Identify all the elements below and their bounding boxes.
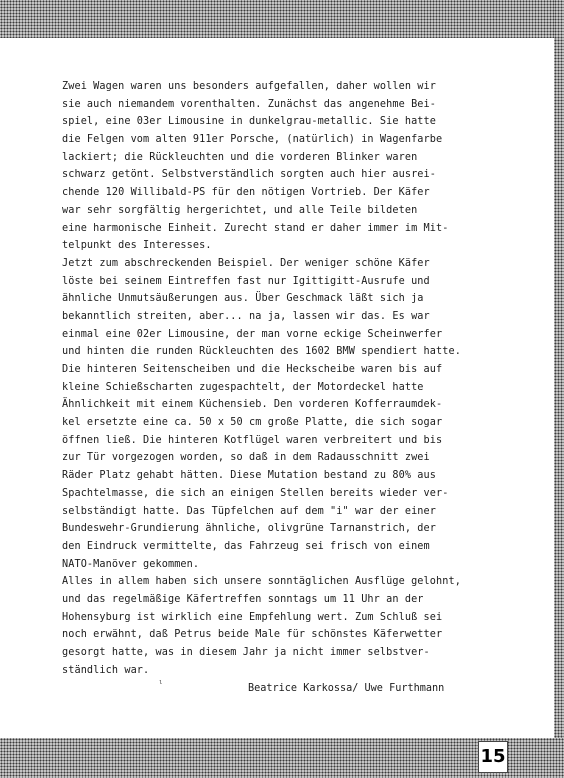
text-line: schwarz getönt. Selbstverständlich sorgten auch hier ausrei-: [62, 169, 437, 181]
author-signature: Beatrice Karkossa/ Uwe Furthmann: [248, 683, 445, 694]
text-line: Jetzt zum abschreckenden Beispiel. Der weniger schöne Käfer: [62, 257, 430, 269]
text-line: noch erwähnt, daß Petrus beide Male für schönstes Käferwetter: [62, 629, 443, 641]
text-line: zur Tür vorgezogen worden, so daß in dem Radausschnitt zwei: [62, 452, 430, 464]
text-line: bekanntlich streiten, aber... na ja, lassen wir das. Es war: [62, 310, 430, 322]
text-line: Ähnlichkeit mit einem Küchensieb. Den vorderen Kofferraumdek-: [62, 399, 443, 411]
text-line: spiel, eine 03er Limousine in dunkelgrau-metallic. Sie hatte: [62, 116, 437, 128]
text-line: den Eindruck vermittelte, das Fahrzeug sei frisch von einem: [62, 540, 430, 552]
text-line: lackiert; die Rückleuchten und die vorderen Blinker waren: [62, 151, 418, 163]
text-line: Alles in allem haben sich unsere sonntäglichen Ausflüge gelohnt,: [62, 576, 461, 588]
text-line: Räder Platz gehabt hätten. Diese Mutation bestand zu 80% aus: [62, 470, 437, 482]
text-line: kleine Schießscharten zugespachtelt, der Motordeckel hatte: [62, 381, 424, 393]
article-body: [62, 78, 502, 679]
top-halftone-border: [0, 0, 564, 38]
text-line: ähnliche Unmutsäußerungen aus. Über Geschmack läßt sich ja: [62, 293, 424, 305]
stray-ink-mark: ˡ: [158, 680, 164, 690]
text-line: eine harmonische Einheit. Zurecht stand er daher immer im Mit-: [62, 222, 449, 234]
text-line: Bundeswehr-Grundierung ähnliche, olivgrüne Tarnanstrich, der: [62, 523, 437, 535]
text-line: sie auch niemandem vorenthalten. Zunächst das angenehme Bei-: [62, 98, 437, 110]
text-line: Spachtelmasse, die sich an einigen Stellen bereits wieder ver-: [62, 487, 449, 499]
text-line: und das regelmäßige Käfertreffen sonntags um 11 Uhr an der: [62, 593, 424, 605]
right-halftone-border: [554, 0, 564, 778]
text-line: die Felgen vom alten 911er Porsche, (natürlich) in Wagenfarbe: [62, 134, 443, 146]
text-line: Zwei Wagen waren uns besonders aufgefallen, daher wollen wir: [62, 81, 437, 92]
text-line: war sehr sorgfältig hergerichtet, und alle Teile bildeten: [62, 204, 418, 216]
text-line: Die hinteren Seitenscheiben und die Heckscheibe waren bis auf: [62, 364, 443, 375]
text-line: chende 120 Willibald-PS für den nötigen Vortrieb. Der Käfer: [62, 187, 430, 199]
text-line: einmal eine 02er Limousine, der man vorne eckige Scheinwerfer: [62, 328, 443, 340]
text-line: selbständigt hatte. Das Tüpfelchen auf dem "i" war der einer: [62, 505, 437, 517]
text-line: öffnen ließ. Die hinteren Kotflügel waren verbreitert und bis: [62, 434, 443, 446]
page-number: 15: [478, 741, 508, 773]
text-line: ständlich war.: [62, 664, 150, 676]
text-line: kel ersetzte eine ca. 50 x 50 cm große Platte, die sich sogar: [62, 417, 443, 429]
text-line: und hinten die runden Rückleuchten des 1602 BMW spendiert hatte.: [62, 346, 461, 358]
text-line: NATO-Manöver gekommen.: [62, 558, 200, 570]
text-line: löste bei seinem Eintreffen fast nur Igittigitt-Ausrufe und: [62, 275, 430, 287]
text-line: gesorgt hatte, was in diesem Jahr ja nicht immer selbstver-: [62, 647, 430, 658]
text-line: Hohensyburg ist wirklich eine Empfehlung wert. Zum Schluß sei: [62, 611, 443, 623]
text-line: telpunkt des Interesses.: [62, 240, 212, 252]
